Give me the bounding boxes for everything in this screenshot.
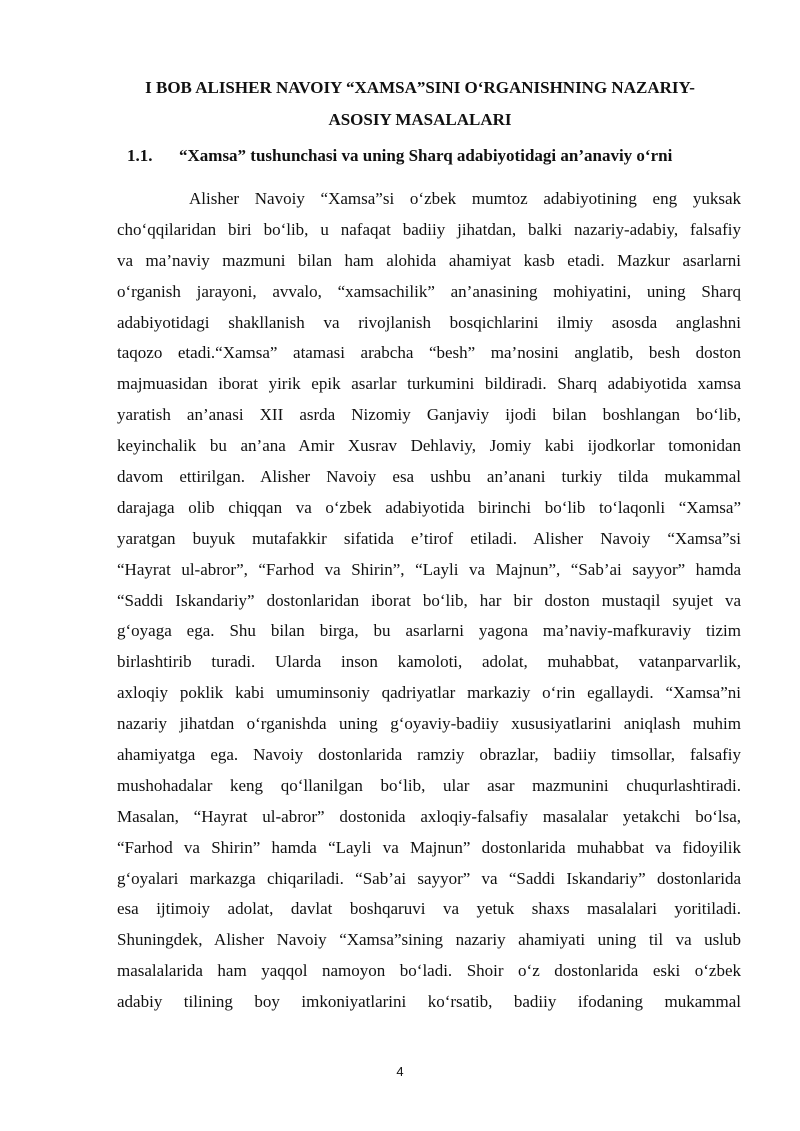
paragraph-line: “Saddi Iskandariy” dostonlaridan iborat bo‘lib, har bir doston mustaqil syujet va [117,590,741,610]
paragraph-line: nazariy jihatdan o‘rganishda uning g‘oyaviy-badiiy xususiyatlarini aniqlash muhim [117,714,741,734]
paragraph-line: davom ettirilgan. Alisher Navoiy esa ushbu an’anani turkiy tilda mukammal [117,467,741,487]
paragraph-line: keyinchalik bu an’ana Amir Xusrav Dehlaviy, Jomiy kabi ijodkorlar tomonidan [117,436,741,456]
paragraph-line: “Farhod va Shirin” hamda “Layli va Majnun” dostonlarida muhabbat va fidoyilik [117,837,741,857]
paragraph-line: ahamiyatga ega. Navoiy dostonlarida ramziy obrazlar, badiiy timsollar, falsafiy [117,745,741,765]
chapter-title-line: I BOB ALISHER NAVOIY “XAMSA”SINI O‘RGANISHNING NAZARIY- [145,78,695,97]
paragraph-line: majmuasidan iborat yirik epik asarlar turkumini bildiradi. Sharq adabiyotida xamsa [117,374,741,394]
paragraph-line: darajaga olib chiqqan va o‘zbek adabiyotida birinchi bo‘lib to‘laqonli “Xamsa” [117,497,741,517]
paragraph-line: adabiy tilining boy imkoniyatlarini ko‘rsatib, badiiy ifodaning mukammal [117,992,741,1012]
paragraph-line: Alisher Navoiy “Xamsa”si o‘zbek mumtoz adabiyotining eng yuksak [189,189,741,208]
paragraph-line: masalalarida ham yaqqol namoyon bo‘ladi. Shoir o‘z dostonlarida eski o‘zbek [117,961,741,981]
paragraph-line: esa ijtimoiy adolat, davlat boshqaruvi va yetuk shaxs masalalari yoritiladi. [117,899,741,919]
paragraph-line: mushohadalar keng qo‘llanilgan bo‘lib, ular asar mazmunini chuqurlashtiradi. [117,775,741,795]
paragraph-line: Shuningdek, Alisher Navoiy “Xamsa”sining nazariy ahamiyati uning til va uslub [117,930,741,950]
paragraph-line: yaratish an’anasi XII asrda Nizomiy Ganjaviy ijodi bilan boshlangan bo‘lib, [117,405,741,425]
paragraph-line: g‘oyalari markazga chiqariladi. “Sab’ai sayyor” va “Saddi Iskandariy” dostonlarida [117,868,741,888]
section-heading [127,140,747,172]
paragraph-line: taqozo etadi.“Xamsa” atamasi arabcha “besh” ma’nosini anglatib, besh doston [117,343,741,363]
paragraph-line: g‘oyaga ega. Shu bilan birga, bu asarlarni yagona ma’naviy-mafkuraviy tizim [117,621,741,641]
paragraph-line: cho‘qqilaridan biri bo‘lib, u nafaqat badiiy jihatdan, balki nazariy-adabiy, falsafiy [117,219,741,239]
paragraph-line: yaratgan buyuk mutafakkir sifatida e’tirof etiladi. Alisher Navoiy “Xamsa”si [117,528,741,548]
page-number: 4 [396,1064,404,1079]
paragraph-line: “Hayrat ul-abror”, “Farhod va Shirin”, “Layli va Majnun”, “Sab’ai sayyor” hamda [117,559,741,579]
paragraph-line: va ma’naviy mazmuni bilan ham alohida ahamiyat kasb etadi. Mazkur asarlarni [117,250,741,270]
chapter-title [100,72,740,136]
section-number: 1.1. [127,146,153,165]
chapter-title-line: ASOSIY MASALALARI [328,110,512,129]
paragraph-line: birlashtirib turadi. Ularda inson kamoloti, adolat, muhabbat, vatanparvarlik, [117,652,741,672]
paragraph-line: o‘rganish jarayoni, avvalo, “xamsachilik” an’anasining mohiyatini, uning Sharq [117,281,741,301]
paragraph-line: axloqiy poklik kabi umuminsoniy qadriyatlar markaziy o‘rin egallaydi. “Xamsa”ni [117,683,741,703]
body-paragraph [117,184,741,1018]
paragraph-line: Masalan, “Hayrat ul-abror” dostonida axloqiy-falsafiy masalalar yetakchi bo‘lsa, [117,806,741,826]
section-title: “Xamsa” tushunchasi va uning Sharq adabiyotidagi an’anaviy o‘rni [179,146,673,165]
paragraph-line: adabiyotidagi shakllanish va rivojlanish bosqichlarini ilmiy asosda anglashni [117,312,741,332]
